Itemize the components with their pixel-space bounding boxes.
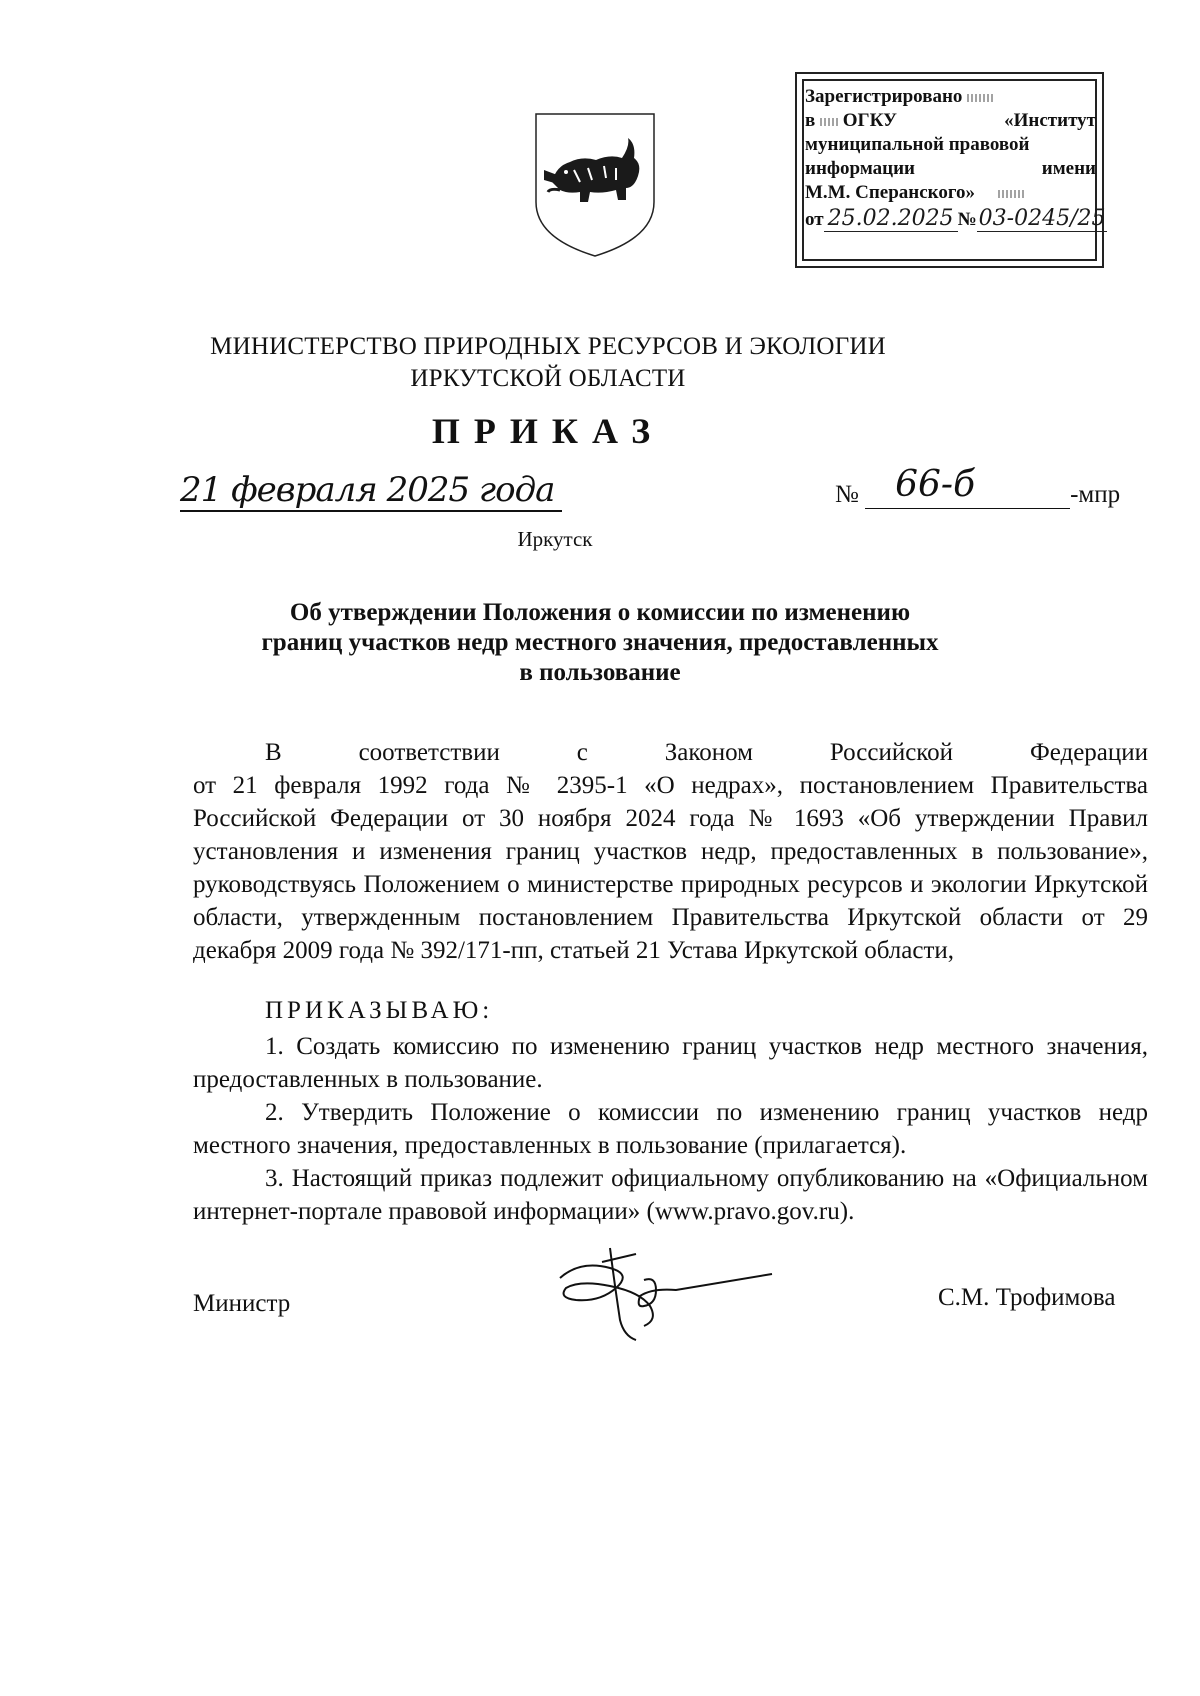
stamp-handwritten-number: 03-0245/25: [978, 206, 1106, 231]
handwritten-signature: [540, 1240, 780, 1350]
order-item-3: 3. Настоящий приказ подлежит официальному опубликованию на «Официальном интернет-портале правовой информации» (www.pravo.gov.ru).: [193, 1165, 1148, 1225]
order-number-suffix: -мпр: [1070, 481, 1121, 508]
title-line1: Об утверждении Положения о комиссии по изменению: [289, 599, 911, 626]
handwritten-date: 21 февраля 2025 года: [180, 470, 640, 510]
city-name: Иркутск: [517, 527, 593, 551]
document-title: [230, 598, 970, 688]
signatory-position: Министр: [193, 1290, 291, 1317]
order-number-field: [865, 464, 1070, 509]
stamp-line-registered: Зарегистрировано: [805, 86, 1096, 108]
order-number-line: [835, 464, 1155, 518]
preamble-text: от 21 февраля 1992 года № 2395-1 «О недрах», постановлением Правительства Российской Федерации от 30 ноября 2024 года № 1693 «Об утверждении Правил установления и изменения границ участков недр, предоставленных в пользование», руководствуясь Положением о министерстве природных ресурсов и экологии Иркутской области, утвержденным постановлением Правительства Иркутской области от 29 декабря 2009 года № 392/171-пп, статьей 21 Устава Иркутской области,: [193, 772, 1148, 964]
ministry-name-line1: МИНИСТЕРСТВО ПРИРОДНЫХ РЕСУРСОВ И ЭКОЛОГИИ: [210, 333, 886, 360]
order-word: ПРИКАЗЫВАЮ:: [265, 997, 494, 1024]
coat-of-arms-emblem: [530, 110, 660, 260]
title-line2: границ участков недр местного значения, предоставленных: [261, 629, 939, 656]
stamp-line-institute: в ОГКУ «Институт: [805, 110, 1096, 131]
stamp-line-speransky: М.М. Сперанского»: [805, 182, 1096, 204]
stamp-line-date-number: от 25.02.2025 №03-0245/25: [805, 206, 1106, 231]
preamble-first-line: В соответствии с Законом Российской Федерации: [265, 739, 1149, 766]
stamp-line-municipal: муниципальной правовой: [805, 134, 1030, 155]
number-sign: №: [835, 481, 859, 508]
order-item-1: 1. Создать комиссию по изменению границ участков недр местного значения, предоставленных в пользование.: [193, 1033, 1148, 1093]
preamble-paragraph: [193, 736, 1148, 967]
registration-stamp: [795, 72, 1104, 268]
signatory-name: С.М. Трофимова: [938, 1284, 1116, 1311]
stamp-smudge: [967, 94, 995, 102]
title-line3: в пользование: [519, 659, 681, 686]
stamp-line-information: информации имени: [805, 158, 1096, 179]
order-item-2: 2. Утвердить Положение о комиссии по изменению границ участков недр местного значения, предоставленных в пользование (прилагается).: [193, 1099, 1148, 1159]
document-type-heading: ПРИКАЗ: [431, 411, 665, 451]
handwritten-order-number: 66-б: [895, 464, 976, 505]
stamp-handwritten-date: 25.02.2025: [824, 206, 958, 232]
ministry-name-line2: ИРКУТСКОЙ ОБЛАСТИ: [410, 365, 686, 392]
